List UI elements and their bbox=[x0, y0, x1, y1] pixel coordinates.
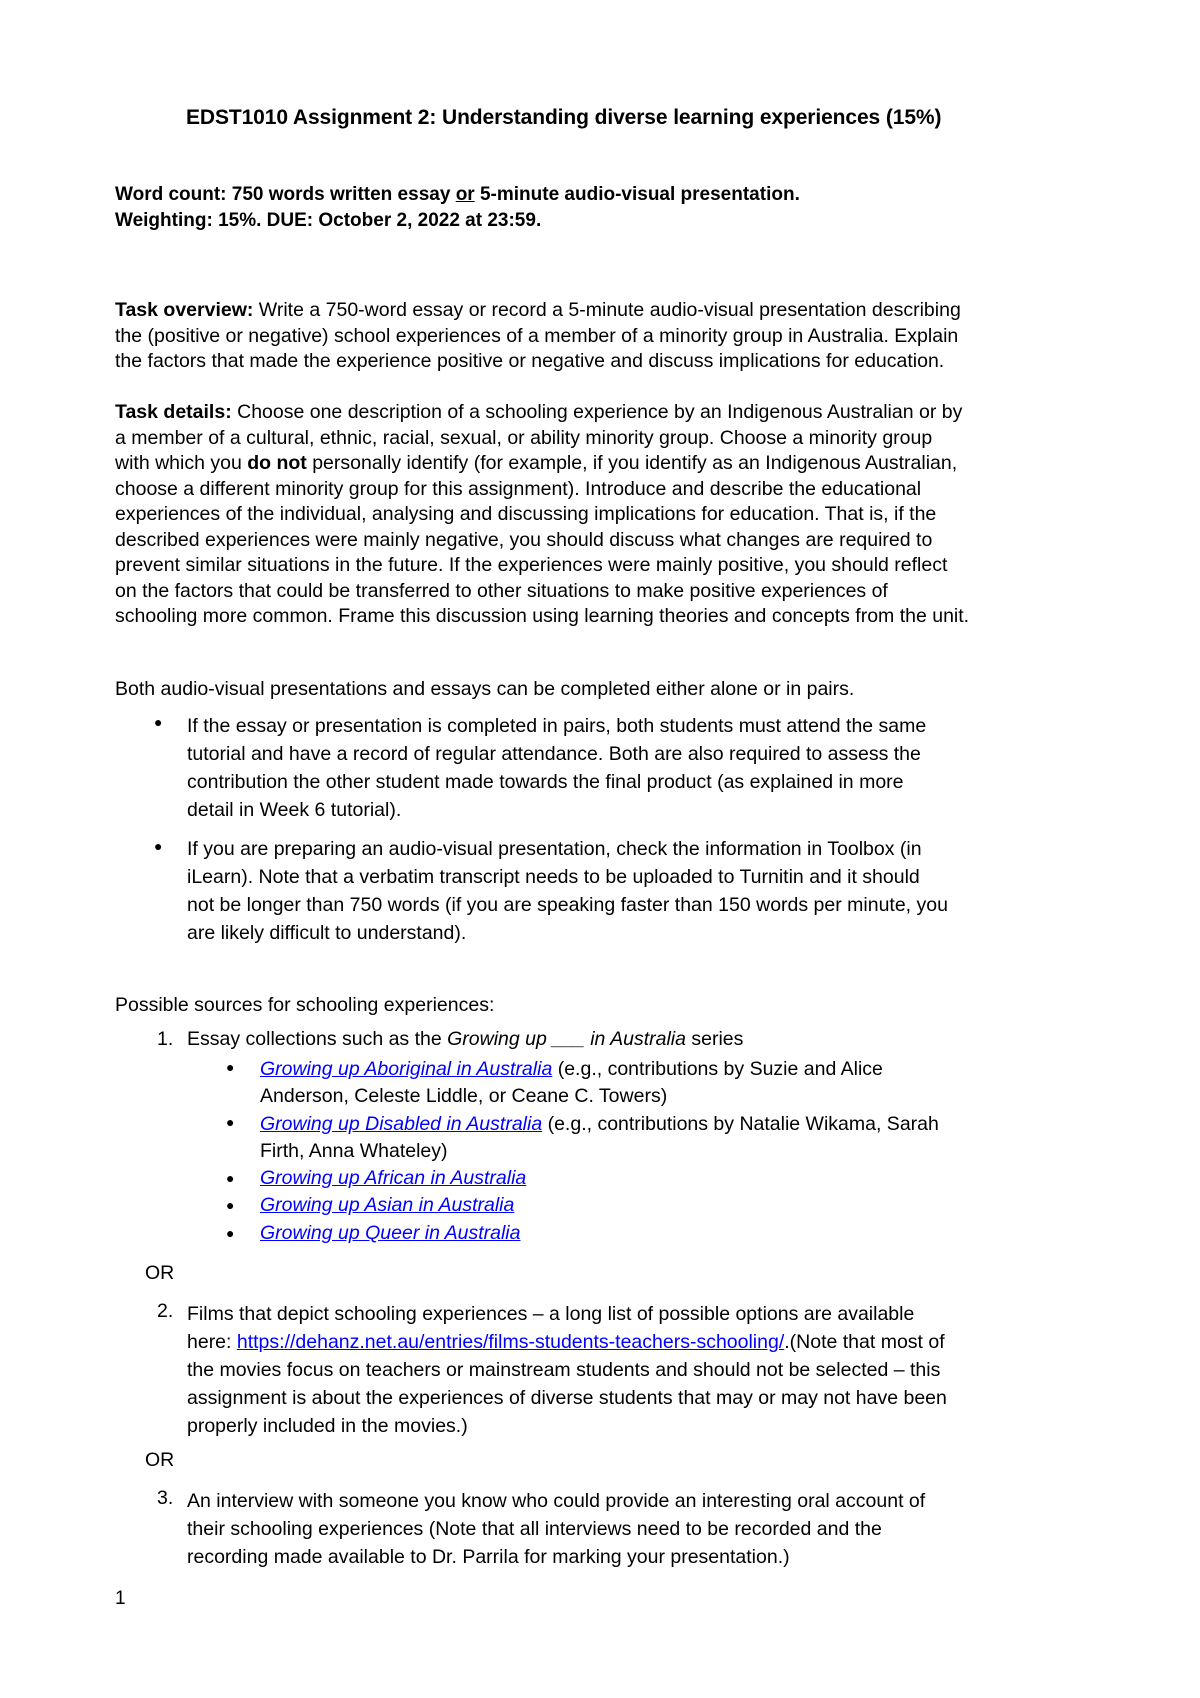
task-details-text: schooling more common. Frame this discussion using learning theories and concepts from the unit. bbox=[115, 605, 970, 627]
bullet-text: not be longer than 750 words (if you are speaking faster than 150 words per minute, you bbox=[187, 894, 948, 916]
bullet-text: contribution the other student made towards the final product (as explained in more bbox=[187, 771, 904, 793]
task-overview-text: the (positive or negative) school experiences of a member of a minority group in Australia. Explain bbox=[115, 324, 959, 347]
bullet-text: If the essay or presentation is completed in pairs, both students must attend the same bbox=[187, 715, 927, 737]
link-growing-up-disabled[interactable]: Growing up Disabled in Australia bbox=[260, 1113, 543, 1135]
source-item-3 bbox=[187, 1487, 925, 1571]
task-overview-text: the factors that made the experience positive or negative and discuss implications for education. bbox=[115, 350, 945, 372]
bullet-text: tutorial and have a record of regular attendance. Both are also required to assess the bbox=[187, 743, 921, 765]
task-details-text: described experiences were mainly negative, you should discuss what changes are required to bbox=[115, 528, 933, 551]
pairs-bullet-2 bbox=[187, 835, 1177, 947]
document-title: EDST1010 Assignment 2: Understanding diverse learning experiences (15%) bbox=[186, 106, 942, 129]
weighting-line: Weighting: 15%. DUE: October 2, 2022 at 23:59. bbox=[115, 210, 542, 231]
task-details-text: experiences of the individual, analysing and discussing implications for education. That is, if the bbox=[115, 503, 937, 525]
emphasis-do-not: do not bbox=[247, 452, 307, 474]
task-overview-text: Write a 750-word essay or record a 5-minute audio-visual presentation describing bbox=[253, 299, 961, 321]
link-note: (e.g., contributions by Natalie Wikama, Sarah bbox=[542, 1113, 939, 1135]
bullet-text: are likely difficult to understand). bbox=[187, 922, 467, 944]
link-note: (e.g., contributions by Suzie and Alice bbox=[552, 1058, 883, 1080]
link-note: Anderson, Celeste Liddle, or Ceane C. Towers) bbox=[260, 1085, 668, 1107]
link-item-asian bbox=[260, 1194, 514, 1217]
pairs-bullet-1 bbox=[187, 712, 1177, 824]
source-text: An interview with someone you know who could provide an interesting oral account of bbox=[187, 1490, 926, 1512]
bullet-text: iLearn). Note that a verbatim transcript needs to be uploaded to Turnitin and it should bbox=[187, 866, 920, 888]
link-growing-up-aboriginal[interactable]: Growing up Aboriginal in Australia bbox=[260, 1058, 553, 1080]
sources-intro: Possible sources for schooling experiences: bbox=[115, 994, 495, 1016]
page-number: 1 bbox=[115, 1588, 126, 1609]
source-text: recording made available to Dr. Parrila for marking your presentation.) bbox=[187, 1546, 790, 1568]
source-text: Films that depict schooling experiences – a long list of possible options are available bbox=[187, 1303, 915, 1325]
link-dehanz-films[interactable]: https://dehanz.net.au/entries/films-students-teachers-schooling/ bbox=[236, 1331, 785, 1353]
link-item-queer bbox=[260, 1222, 521, 1245]
word-count-suffix: 5-minute audio-visual presentation. bbox=[474, 184, 800, 205]
list-number: 2. bbox=[157, 1300, 174, 1322]
source-text: their schooling experiences (Note that all interviews need to be recorded and the bbox=[187, 1518, 882, 1540]
word-count-line bbox=[115, 184, 800, 206]
source-item-1 bbox=[187, 1028, 743, 1051]
bullet-text: If you are preparing an audio-visual presentation, check the information in Toolbox (in bbox=[187, 838, 922, 860]
source-text: series bbox=[685, 1028, 744, 1050]
source-text: properly included in the movies.) bbox=[187, 1415, 468, 1437]
series-title: Growing up ___ in Australia bbox=[447, 1028, 686, 1050]
task-details-text: choose a different minority group for this assignment). Introduce and describe the educational bbox=[115, 477, 922, 500]
task-details-text: on the factors that could be transferred to other situations to make positive experiences of bbox=[115, 579, 888, 602]
link-growing-up-african[interactable]: Growing up African in Australia bbox=[260, 1167, 527, 1189]
list-number: 3. bbox=[157, 1487, 174, 1509]
task-details-text: with which you bbox=[115, 452, 248, 474]
task-details-text: prevent similar situations in the future. If the experiences were mainly positive, you should reflect bbox=[115, 554, 948, 576]
task-details-text: Choose one description of a schooling experience by an Indigenous Australian or by bbox=[231, 401, 963, 423]
or-separator: OR bbox=[145, 1262, 175, 1284]
source-text: here: bbox=[187, 1331, 237, 1353]
word-count-or: or bbox=[455, 184, 475, 205]
link-item-aboriginal bbox=[260, 1056, 883, 1110]
list-number: 1. bbox=[157, 1028, 174, 1050]
source-text: the movies focus on teachers or mainstream students and should not be selected – this bbox=[187, 1359, 941, 1381]
task-details-label: Task details: bbox=[115, 401, 232, 423]
link-note: Firth, Anna Whateley) bbox=[260, 1140, 448, 1162]
link-item-disabled bbox=[260, 1111, 939, 1165]
or-separator: OR bbox=[145, 1449, 175, 1471]
task-overview-label: Task overview: bbox=[115, 299, 254, 321]
task-overview bbox=[115, 298, 1105, 375]
link-growing-up-queer[interactable]: Growing up Queer in Australia bbox=[260, 1222, 521, 1244]
source-text: assignment is about the experiences of diverse students that may or may not have been bbox=[187, 1387, 947, 1409]
task-details-text: personally identify (for example, if you identify as an Indigenous Australian, bbox=[306, 452, 958, 474]
link-growing-up-asian[interactable]: Growing up Asian in Australia bbox=[260, 1194, 515, 1216]
source-text: Essay collections such as the bbox=[187, 1028, 448, 1050]
source-item-2 bbox=[187, 1300, 947, 1440]
word-count-prefix: Word count: 750 words written essay bbox=[115, 184, 456, 205]
task-details bbox=[115, 400, 1105, 630]
link-item-african bbox=[260, 1167, 526, 1190]
source-text: .(Note that most of bbox=[784, 1331, 945, 1353]
task-details-text: a member of a cultural, ethnic, racial, sexual, or ability minority group. Choose a minority group bbox=[115, 426, 933, 449]
pairs-intro: Both audio-visual presentations and essays can be completed either alone or in pairs. bbox=[115, 678, 855, 700]
bullet-text: detail in Week 6 tutorial). bbox=[187, 799, 402, 821]
